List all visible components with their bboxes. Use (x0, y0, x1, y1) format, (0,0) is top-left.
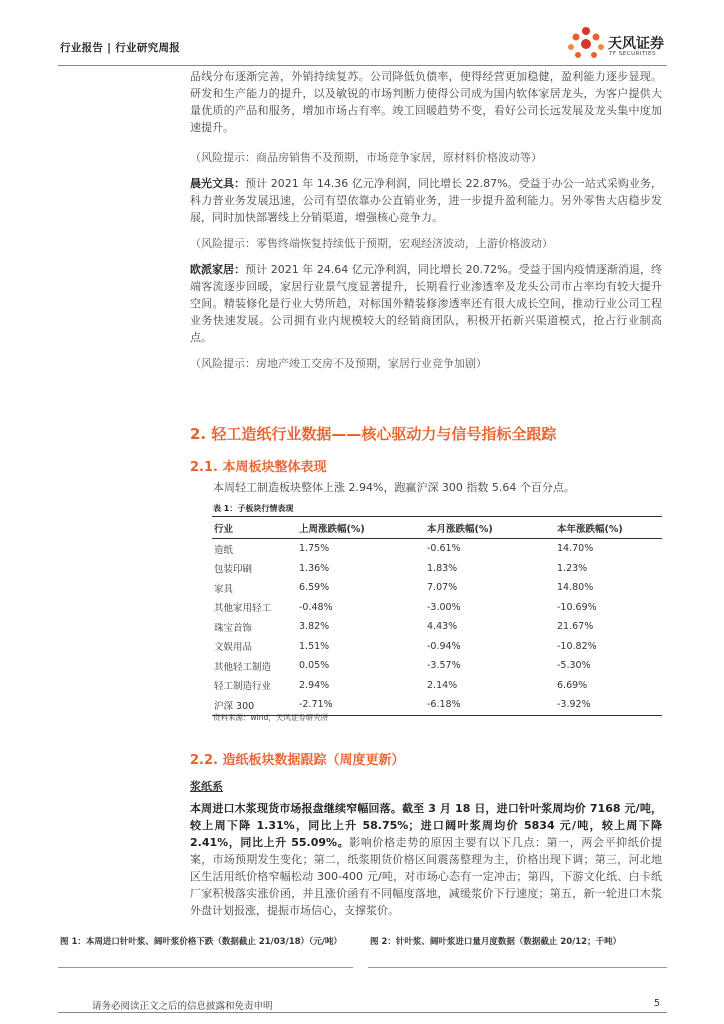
risk-note-2: （风险提示：零售终端恢复持续低于预期，宏观经济波动，上游价格波动） (190, 237, 553, 250)
table-cell: 2.14% (427, 679, 458, 691)
page-number: 5 (654, 998, 661, 1009)
table-row (212, 656, 662, 676)
subsection-title: 2.1. 本周板块整体表现 (190, 460, 327, 475)
table-cell: -0.48% (299, 601, 333, 613)
table-cell: 3.82% (299, 621, 330, 633)
table-cell: -10.82% (557, 640, 597, 652)
logo-subtitle: TF SECURITIES (609, 51, 656, 57)
table-row (212, 676, 662, 696)
report-category: 行业报告 | 行业研究周报 (60, 42, 181, 54)
table-row (212, 539, 662, 559)
figure-1-divider (58, 967, 353, 968)
table-cell: 轻工制造行业 (214, 681, 272, 693)
figure-2-caption: 图 2：针叶浆、阔叶浆进口量月度数据（数据截止 20/12；千吨） (370, 937, 622, 947)
sector-performance-table (212, 516, 662, 716)
intro-paragraph: 品线分布逐渐完善，外销持续复苏。公司降低负债率，使得经营更加稳健，盈利能力逐步显现。研发和生产能力的提升，以及敏锐的市场判断力使得公司成为国内软体家居龙头，为客户提供大量优质的产品和服务，增加市场占有率。竣工回暖趋势不变，看好公司长远发展及龙头集中度加速提升。 (190, 70, 662, 134)
table-cell: 珠宝首饰 (214, 622, 253, 634)
risk-note-3: （风险提示：房地产竣工交房不及预期，家居行业竞争加剧） (190, 357, 487, 370)
section-title: 2. 轻工造纸行业数据——核心驱动力与信号指标全跟踪 (190, 425, 557, 443)
column-header: 本月涨跌幅(%) (427, 517, 557, 539)
company-paragraph-chenguang (190, 175, 662, 226)
table-cell: 0.05% (299, 660, 330, 672)
table-row (212, 559, 662, 579)
table-cell: 2.94% (299, 679, 330, 691)
risk-note-1: （风险提示：商品房销售不及预期，市场竞争家居，原材料价格波动等） (190, 151, 542, 164)
table-cell: 造纸 (214, 544, 234, 556)
table-cell: 包装印刷 (214, 564, 253, 576)
table-cell: 1.23% (557, 562, 588, 574)
company-paragraph-oppein (190, 261, 662, 346)
table-row (212, 578, 662, 598)
company-name: 晨光文具： (190, 177, 246, 190)
table-cell: 21.67% (557, 621, 594, 633)
figure-2-divider (368, 967, 667, 968)
tf-logo-icon (566, 26, 606, 62)
section-summary: 本周轻工制造板块整体上涨 2.94%，跑赢沪深 300 指数 5.64 个百分点。 (213, 481, 575, 494)
table-cell: -3.57% (427, 660, 461, 672)
table-cell: 其他轻工制造 (214, 661, 272, 673)
logo-name: 天风证券 (608, 36, 664, 52)
table-cell: 1.83% (427, 562, 458, 574)
table-cell: 其他家用轻工 (214, 603, 272, 615)
header-divider (58, 65, 667, 66)
pulp-paragraph (190, 800, 662, 919)
company-text: 预计 2021 年 14.36 亿元净利润，同比增长 22.87%。受益于办公一站式采购业务，科力普业务发展迅速，公司有望依靠办公直销业务，进一步提升盈利能力。另外零售大店稳步发展，同时加快部署线上分销渠道，增强核心竞争力。 (190, 177, 662, 224)
subsection-title: 2.2. 造纸板块数据跟踪（周度更新） (190, 753, 405, 768)
table-cell: -0.61% (427, 543, 461, 555)
table-cell: 1.51% (299, 640, 330, 652)
table-cell: 4.43% (427, 621, 458, 633)
pulp-heading: 浆纸系 (190, 780, 223, 793)
table-cell: -0.94% (427, 640, 461, 652)
table-cell: 文娱用品 (214, 642, 253, 654)
pulp-bold-text: 本周进口木浆现货市场报盘继续窄幅回落。截至 3 月 18 日，进口针叶浆周均价 7168 元/吨，较上周下降 1.31%，同比上升 58.75%；进口阔叶浆周均价 5834 元/吨，较上周下降 2.41%，同比上升 55.09%。 (190, 802, 662, 849)
table-cell: -6.18% (427, 695, 557, 715)
table-cell: -10.69% (557, 601, 597, 613)
table-row (212, 598, 662, 618)
disclaimer-footer: 请务必阅读正文之后的信息披露和免责申明 (92, 1001, 273, 1012)
company-text: 预计 2021 年 24.64 亿元净利润，同比增长 20.72%。受益于国内疫情逐渐消退，终端客流逐步回暖，家居行业景气度显著提升，长期看行业渗透率及龙头公司市占率均有较大提升空间。精装修化是行业大势所趋，对标国外精装修渗透率还有很大成长空间，推动行业公司工程业务快速发展。公司拥有业内规模较大的经销商团队，积极开拓新兴渠道模式，抢占行业制高点。 (190, 263, 662, 344)
footer-divider (58, 1012, 667, 1013)
table-title: 表 1：子板块行情表现 (213, 504, 294, 513)
table-cell: -2.71% (299, 695, 427, 715)
table-cell: 家具 (214, 583, 234, 595)
table-cell: -3.00% (427, 601, 461, 613)
logo (566, 24, 676, 64)
table-cell: -5.30% (557, 660, 591, 672)
company-name: 欧派家居： (190, 263, 246, 276)
table-row (212, 617, 662, 637)
table-cell: 14.80% (557, 582, 594, 594)
table-cell: 7.07% (427, 582, 458, 594)
column-header: 本年涨跌幅(%) (557, 517, 662, 539)
figure-1-caption: 图 1：本周进口针叶浆、阔叶浆价格下跌（数据截止 21/03/18）（元/吨） (60, 937, 342, 947)
table-cell: 6.59% (299, 582, 330, 594)
table-cell: 1.75% (299, 543, 330, 555)
table-cell: 6.69% (557, 679, 588, 691)
table-cell: 沪深 300 (212, 695, 299, 715)
column-header: 行业 (212, 517, 299, 539)
table-header-row (212, 517, 662, 539)
pulp-text: 影响价格走势的原因主要有以下几点：第一，两会平抑纸价提案，市场预期发生变化；第二，纸浆期货价格区间震荡整理为主，价格出现下调；第三，河北地区生活用纸价格窄幅松动 300-400 元/吨，对市场心态有一定冲击；第四，下游文化纸、白卡纸厂家积极落实涨价函，并且涨价函有不同幅度落地，减缓浆价下行速度；第五，新一轮进口木浆外盘计划报涨，提振市场信心，支撑浆价。 (190, 836, 663, 917)
column-header: 上周涨跌幅(%) (299, 517, 427, 539)
table-row (212, 637, 662, 657)
table-cell: 14.70% (557, 543, 594, 555)
table-source: 资料来源：wind，天风证券研究所 (213, 713, 329, 722)
table-cell: -3.92% (557, 695, 662, 715)
table-cell: 1.36% (299, 562, 330, 574)
